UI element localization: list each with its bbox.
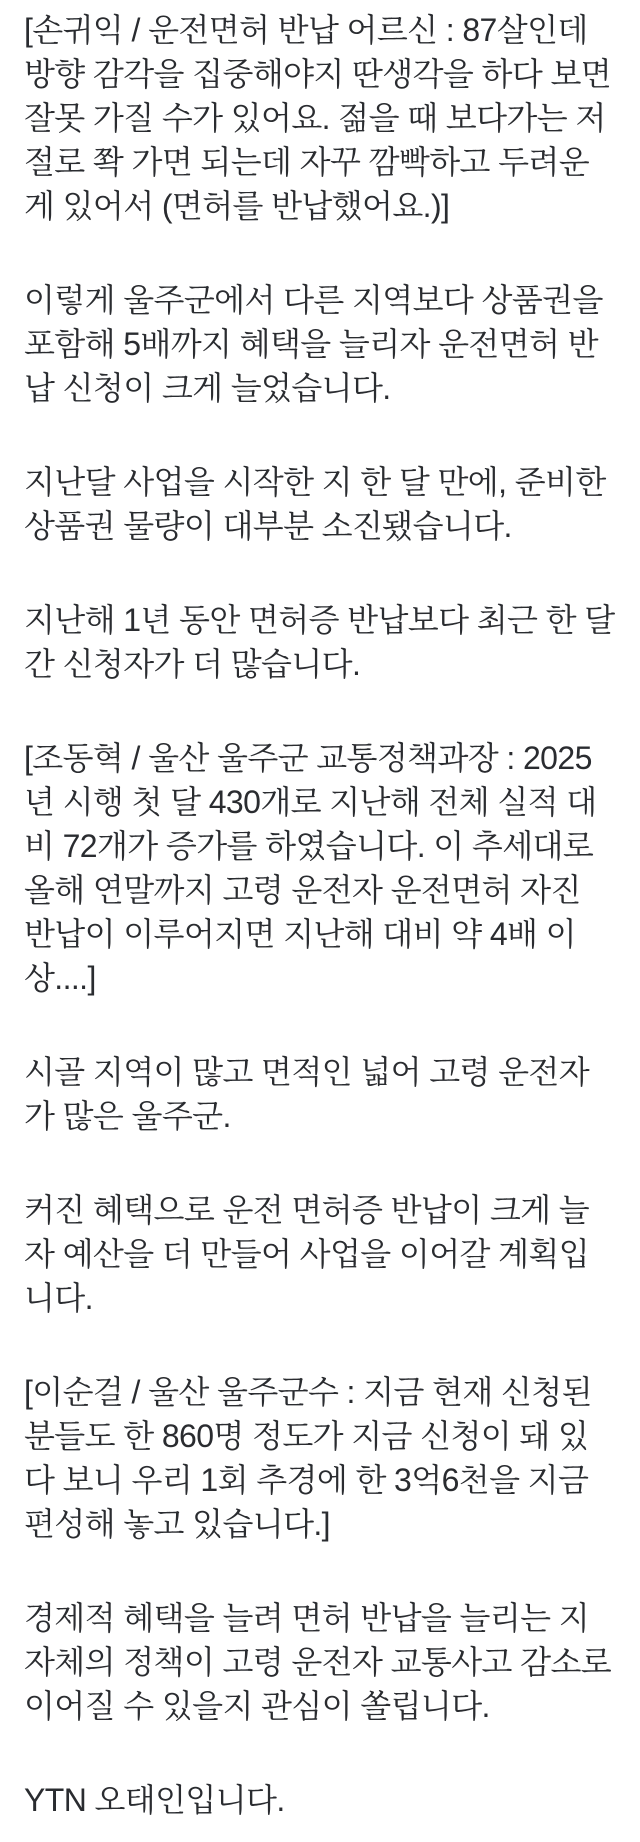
narration-paragraph-2: 지난달 사업을 시작한 지 한 달 만에, 준비한 상품권 물량이 대부분 소진됐습니다.: [24, 464, 606, 544]
reporter-sign-off: YTN 오태인입니다.: [24, 1782, 285, 1818]
narration-paragraph-1: 이렇게 울주군에서 다른 지역보다 상품권을 포함해 5배까지 혜택을 늘리자 운전면허 반납 신청이 크게 늘었습니다.: [24, 282, 603, 406]
narration-paragraph-6: 경제적 혜택을 늘려 면허 반납을 늘리는 지자체의 정책이 고령 운전자 교통사고 감소로 이어질 수 있을지 관심이 쏠립니다.: [24, 1600, 612, 1724]
narration-paragraph-5: 커진 혜택으로 운전 면허증 반납이 크게 늘자 예산을 더 만들어 사업을 이어갈 계획입니다.: [24, 1192, 590, 1316]
speaker-quote-jo-donghyeok: [조동혁 / 울산 울주군 교통정책과장 : 2025년 시행 첫 달 430개로 지난해 전체 실적 대비 72개가 증가를 하였습니다. 이 추세대로 올해 연말까지 고령 운전자 운전면허 자진 반납이 이루어지면 지난해 대비 약 4배 이상....]: [24, 740, 597, 996]
speaker-quote-son-gwiik: [손귀익 / 운전면허 반납 어르신 : 87살인데 방향 감각을 집중해야지 딴생각을 하다 보면 잘못 가질 수가 있어요. 젊을 때 보다가는 저절로 쫙 가면 되는데 자꾸 깜빡하고 두려운 게 있어서 (면허를 반납했어요.)]: [24, 12, 612, 224]
speaker-quote-lee-sungeol: [이순걸 / 울산 울주군수 : 지금 현재 신청된 분들도 한 860명 정도가 지금 신청이 돼 있다 보니 우리 1회 추경에 한 3억6천을 지금 편성해 놓고 있습니다.]: [24, 1374, 592, 1542]
narration-paragraph-3: 지난해 1년 동안 면허증 반납보다 최근 한 달간 신청자가 더 많습니다.: [24, 602, 615, 682]
narration-paragraph-4: 시골 지역이 많고 면적인 넓어 고령 운전자가 많은 울주군.: [24, 1054, 590, 1134]
